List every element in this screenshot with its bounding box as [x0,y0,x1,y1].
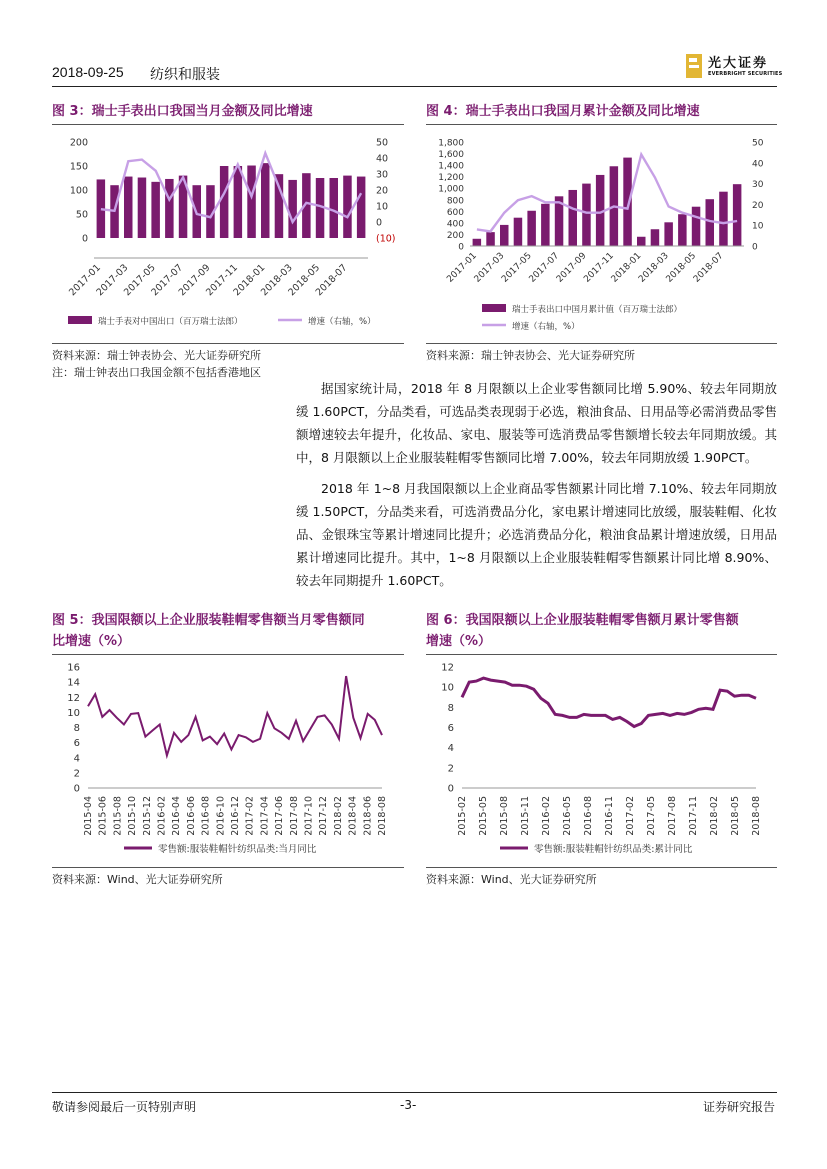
fig4-bar [692,207,700,246]
company-logo [684,52,784,82]
fig3-x-tick: 2017-11 [204,262,240,299]
fig3-bar [220,166,228,238]
fig4-left-tick: 1,000 [438,184,464,195]
fig3-legend-bar-swatch [68,316,92,324]
fig3-x-tick: 2017-07 [149,262,186,299]
fig4-left-tick: 1,800 [438,138,464,149]
fig4-right-tick: 0 [752,242,758,253]
fig4-bar [651,229,659,246]
page-number: -3- [400,1098,417,1112]
fig4-bar [664,222,672,246]
fig5-title-line2: 比增速（%） [52,634,131,649]
fig4-bar [486,232,494,246]
fig3-bar [288,180,296,238]
fig6-title-line2: 增速（%） [426,634,492,649]
fig4-x-tick: 2017-11 [582,251,616,285]
fig4-bar [719,192,727,246]
fig6-x-tick: 2015-02 [457,796,468,836]
fig3-rule-bottom [52,343,404,344]
fig4-x-tick: 2017-09 [554,251,589,285]
fig4-right-tick: 40 [752,159,764,170]
fig6-title-line1: 图 6：我国限额以上企业服装鞋帽零售额月累计零售额 [426,613,739,628]
fig6-x-tick: 2015-11 [520,796,531,836]
fig5-x-tick: 2015-10 [127,796,139,836]
fig6-x-tick: 2016-02 [541,796,552,836]
fig3-left-tick: 200 [69,137,88,149]
fig4-left-tick: 800 [446,196,464,207]
fig4-legend-line-label: 增速（右轴，%） [512,322,580,332]
fig4-bar [541,204,549,246]
fig6-x-tick: 2017-05 [646,796,657,836]
fig3-x-tick: 2017-03 [94,262,131,299]
fig3-left-tick: 50 [75,209,88,221]
fig5-title [52,610,404,652]
fig6-x-tick: 2016-05 [562,796,573,836]
fig4-chart [426,128,777,340]
fig5-source: 资料来源：Wind、光大证券研究所 [52,873,223,886]
fig5-legend-label: 零售额:服装鞋帽针纺织品类:当月同比 [158,844,317,855]
fig4-left-tick: 200 [446,230,464,241]
fig5-x-tick: 2016-08 [200,796,212,836]
fig3-x-tick: 2018-03 [258,262,295,299]
fig5-chart [52,658,404,864]
fig3-bar [165,179,173,238]
fig3-right-tick: 0 [376,217,383,229]
fig5-x-tick: 2017-06 [274,796,286,836]
fig6-x-tick: 2018-08 [751,796,762,836]
fig6-y-tick: 10 [441,682,454,694]
report-date: 2018-09-25 [52,64,124,80]
fig3-x-tick: 2018-07 [313,262,350,299]
fig3-bar [343,176,351,238]
fig5-y-tick: 12 [67,692,80,704]
fig4-right-tick: 30 [752,180,764,191]
report-sector: 纺织和服装 [150,67,220,83]
fig4-bar [733,184,741,246]
fig5-x-tick: 2018-02 [332,796,344,836]
fig3-x-tick: 2017-05 [121,262,158,299]
fig3-bar [357,177,365,238]
fig5-x-tick: 2016-02 [156,796,168,836]
fig6-title [426,610,777,652]
fig4-right-tick: 50 [752,138,764,149]
fig5-x-tick: 2017-04 [259,796,271,836]
fig5-y-tick: 0 [73,783,80,795]
footer-report-type: 证券研究报告 [703,1100,776,1114]
fig3-right-tick: (10) [376,233,396,245]
fig3-left-tick: 0 [81,233,88,245]
fig4-left-tick: 400 [446,219,464,230]
footer-divider [52,1092,777,1093]
fig4-bar [623,158,631,246]
fig5-title-line1: 图 5：我国限额以上企业服装鞋帽零售额当月零售额同 [52,613,365,628]
fig3-bar [261,163,269,238]
footer-disclaimer: 敬请参阅最后一页特别声明 [52,1100,197,1114]
fig3-legend-bar-label: 瑞士手表对中国出口（百万瑞士法郎） [98,317,243,327]
fig4-x-tick: 2018-01 [609,251,644,285]
fig6-y-tick: 8 [447,702,454,714]
header-divider [52,86,777,87]
fig3-bar [234,166,242,238]
fig3-left-tick: 150 [69,161,88,173]
fig4-left-tick: 600 [446,207,464,218]
fig6-x-tick: 2015-08 [499,796,510,836]
fig3-right-tick: 40 [376,153,389,165]
fig4-bar [473,239,481,246]
fig5-x-tick: 2016-06 [185,796,197,836]
fig4-bar [637,237,645,246]
fig3-x-tick: 2018-05 [286,262,323,299]
fig6-source: 资料来源：Wind、光大证券研究所 [426,873,597,886]
fig6-x-tick: 2018-02 [709,796,720,836]
fig3-source: 资料来源：瑞士钟表协会、光大证券研究所 [52,349,261,362]
fig4-x-tick: 2018-03 [637,251,671,285]
fig5-x-tick: 2017-08 [288,796,300,836]
fig6-chart [426,658,777,864]
fig4-left-tick: 0 [458,242,464,253]
fig5-y-tick: 8 [73,723,80,734]
fig5-x-tick: 2018-06 [362,796,374,836]
fig4-bar [678,214,686,246]
fig4-source: 资料来源：瑞士钟表协会、光大证券研究所 [426,349,635,362]
fig4-legend-bar-label: 瑞士手表出口中国月累计值（百万瑞士法郎） [512,305,683,315]
fig4-rule-bottom [426,343,777,344]
fig4-bar [582,184,590,246]
fig5-rule-bottom [52,867,404,868]
fig5-x-tick: 2015-06 [97,796,109,836]
fig3-title: 图 3：瑞士手表出口我国当月金额及同比增速 [52,104,313,119]
fig6-series-line [462,678,756,726]
fig6-x-tick: 2018-05 [730,796,741,836]
fig3-bar [151,182,159,238]
fig3-note: 注：瑞士钟表出口我国金额不包括香港地区 [52,366,261,379]
fig6-y-tick: 6 [447,723,454,734]
fig5-x-tick: 2016-04 [171,796,183,836]
fig5-y-tick: 14 [67,677,80,689]
fig5-series-line [88,676,382,755]
fig6-x-tick: 2017-08 [667,796,678,836]
body-text [296,377,777,600]
fig3-x-tick: 2018-01 [231,262,268,299]
fig3-right-tick: 30 [376,169,389,181]
fig4-bar [569,190,577,246]
paragraph-1: 据国家统计局，2018 年 8 月限额以上企业零售额同比增 5.90%、较去年同期放缓 1.60PCT，分品类看，可选品类表现弱于必选，粮油食品、日用品等必需消费品零售额增速较去年提升，化妆品、家电、服装等可选消费品零售额增长较去年同期放缓。其中，8 月限额以上企业服装鞋帽零售额同比增 7.00%，较去年同期放缓 1.90PCT。 [296,381,777,465]
fig4-x-tick: 2018-07 [691,251,726,285]
fig5-x-tick: 2017-10 [303,796,315,836]
fig5-x-tick: 2016-10 [215,796,227,836]
fig4-bar [514,218,522,246]
fig5-x-tick: 2017-02 [244,796,256,836]
fig5-x-tick: 2015-12 [141,796,153,836]
fig4-x-tick: 2017-01 [445,251,479,285]
fig3-chart [52,128,404,340]
fig6-y-tick: 0 [447,783,454,795]
logo-icon [684,54,704,80]
fig6-x-tick: 2017-11 [688,796,699,836]
fig6-y-tick: 12 [441,662,454,674]
fig5-y-tick: 2 [73,768,80,780]
fig4-legend-bar-swatch [482,304,506,312]
fig3-bar [138,178,146,238]
fig5-x-tick: 2018-04 [347,796,359,836]
fig6-y-tick: 4 [447,743,454,755]
logo-text-en: EVERBRIGHT SECURITIES [708,71,783,77]
fig4-title: 图 4：瑞士手表出口我国月累计金额及同比增速 [426,104,700,119]
fig6-x-tick: 2015-05 [478,796,489,836]
fig5-y-tick: 10 [67,707,80,719]
fig4-x-tick: 2017-03 [472,251,507,285]
fig3-right-tick: 20 [376,185,389,197]
fig4-right-tick: 10 [752,221,764,232]
fig3-x-tick: 2017-09 [176,262,213,299]
fig4-rule [426,124,777,125]
fig3-right-tick: 50 [376,137,389,149]
fig4-left-tick: 1,400 [438,161,464,172]
fig3-left-tick: 100 [69,185,88,197]
fig5-y-tick: 6 [73,738,80,750]
paragraph-2: 2018 年 1~8 月我国限额以上企业商品零售额累计同比增 7.10%、较去年同期放缓 1.50PCT，分品类来看，可选消费品分化，家电累计增速同比放缓，服装鞋帽、化妆品、金银珠宝等累计增速同比提升；必选消费品分化，粮油食品累计增速放缓，日用品累计增速同比提升。其中，1~8 月限额以上企业服装鞋帽零售额累计同比增 8.90%、较去年同期提升 1.60PCT。 [296,481,777,588]
fig5-x-tick: 2017-12 [318,796,330,836]
fig6-legend-label: 零售额:服装鞋帽针纺织品类:累计同比 [534,844,693,855]
fig5-rule [52,654,404,655]
logo-text-cn: 光大证券 [708,56,769,71]
fig4-right-tick: 20 [752,200,764,211]
fig4-x-tick: 2017-05 [500,251,534,285]
fig4-left-tick: 1,200 [438,173,464,184]
fig3-bar [124,177,132,238]
fig5-x-tick: 2016-12 [230,796,241,836]
fig4-left-tick: 1,600 [438,150,464,161]
fig5-y-tick: 16 [67,662,80,674]
fig6-rule [426,654,777,655]
fig5-x-tick: 2015-04 [83,796,94,836]
fig6-x-tick: 2017-02 [625,796,636,836]
fig4-bar [527,211,535,246]
fig4-x-tick: 2017-07 [527,251,562,285]
fig6-x-tick: 2016-11 [604,796,615,836]
fig5-x-tick: 2018-08 [377,796,388,836]
fig3-right-tick: 10 [376,201,389,213]
fig3-x-tick: 2017-01 [67,262,103,299]
fig3-bar [247,166,255,238]
fig4-x-tick: 2018-05 [664,251,699,285]
fig6-rule-bottom [426,867,777,868]
fig6-x-tick: 2016-08 [583,796,594,836]
fig3-bar [330,178,338,238]
fig6-y-tick: 2 [447,763,454,775]
fig3-rule [52,124,404,125]
fig5-y-tick: 4 [73,753,80,765]
fig4-bar [500,225,508,246]
fig5-x-tick: 2015-08 [112,796,124,836]
fig3-legend-line-label: 增速（右轴，%） [308,317,376,327]
